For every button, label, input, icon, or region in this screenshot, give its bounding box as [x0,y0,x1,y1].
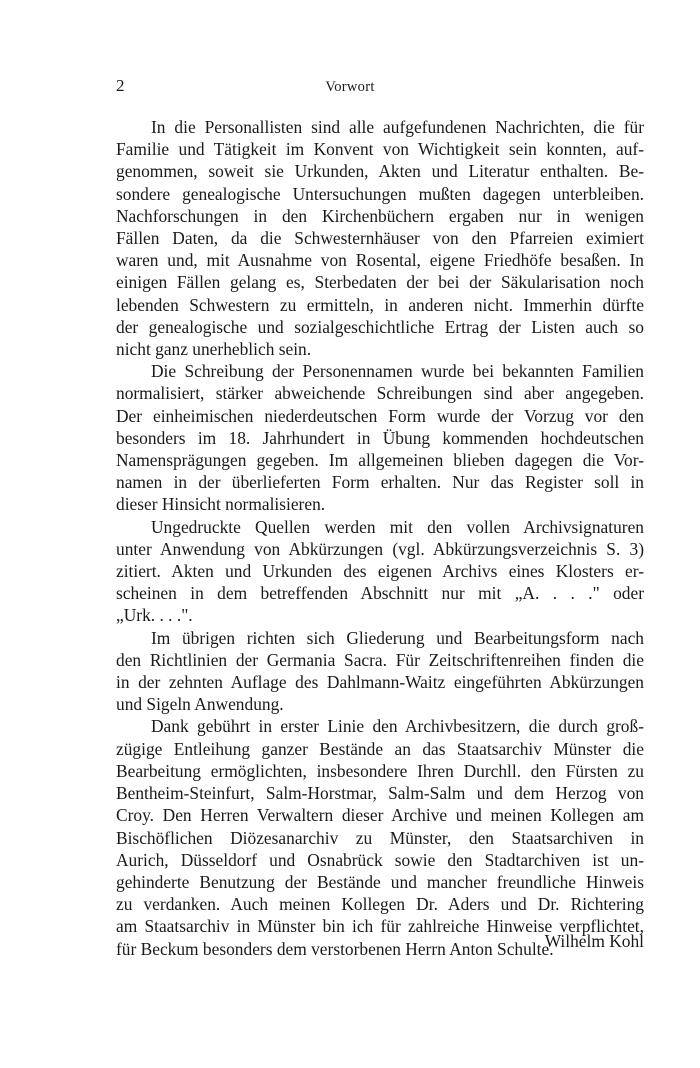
text-line: der genealogische und sozialgeschichtliche Ertrag der Listen auch so [116,316,644,337]
text-line: für Beckum besonders dem verstorbenen Herrn Anton Schulte. [116,938,554,959]
preface-body [116,116,644,960]
paragraph [116,516,644,627]
text-line: Croy. Den Herren Verwaltern dieser Archive und meinen Kollegen am [116,805,644,826]
text-line: Familie und Tätigkeit im Konvent von Wichtigkeit sein konnten, auf- [116,139,644,160]
text-line: sondere genealogische Untersuchungen mußten dagegen unterbleiben. [116,183,644,204]
text-line: unter Anwendung von Abkürzungen (vgl. Abkürzungsverzeichnis S. 3) [116,538,644,559]
page-number: 2 [116,76,125,95]
text-line: zu verdanken. Auch meinen Kollegen Dr. Aders und Dr. Richtering [116,894,644,915]
text-line: namen in der überlieferten Form erhalten. Nur das Register soll in [116,472,644,493]
text-line: „Urk. . . .". [116,605,193,626]
text-line: und Sigeln Anwendung. [116,694,284,715]
text-line: genommen, soweit sie Urkunden, Akten und Literatur enthalten. Be- [116,161,644,182]
text-line: Im übrigen richten sich Gliederung und Bearbeitungsform nach [151,627,644,648]
text-line: Nachforschungen in den Kirchenbüchern ergaben nur in wenigen [116,205,644,226]
text-line: am Staatsarchiv in Münster bin ich für zahlreiche Hinweise verpflichtet, [116,916,644,937]
text-line: zitiert. Akten und Urkunden des eigenen Archivs eines Klosters er- [116,561,644,582]
text-line: normalisiert, stärker abweichende Schreibungen sind aber angegeben. [116,383,644,404]
text-line: In die Personallisten sind alle aufgefundenen Nachrichten, die für [151,117,644,137]
running-head: Vorwort [325,79,375,95]
text-line: Fällen Daten, da die Schwesternhäuser von den Pfarreien eximiert [116,228,644,249]
text-line: Namensprägungen gegeben. Im allgemeinen blieben dagegen die Vor- [116,450,644,471]
text-line: waren und, mit Ausnahme von Rosental, eigene Friedhöfe besaßen. In [116,250,644,271]
text-line: Aurich, Düsseldorf und Osnabrück sowie den Stadtarchiven ist un- [116,849,644,870]
text-line: Ungedruckte Quellen werden mit den vollen Archivsignaturen [151,516,644,537]
text-line: gehinderte Benutzung der Bestände und mancher freundliche Hinweis [116,871,644,892]
text-line: einigen Fällen gelang es, Sterbedaten der bei der Säkularisation noch [116,272,644,293]
text-line: lebenden Schwestern zu ermitteln, in anderen nicht. Immerhin dürfte [116,294,644,315]
text-line: Bearbeitung ermöglichten, insbesondere Ihren Durchll. den Fürsten zu [116,760,644,781]
paragraph [116,715,644,959]
text-line: Dank gebührt in erster Linie den Archivbesitzern, die durch groß- [151,716,644,737]
author-signature: Wilhelm Kohl [544,931,644,951]
text-line: besonders im 18. Jahrhundert in Übung kommenden hochdeutschen [116,427,644,448]
text-line: den Richtlinien der Germania Sacra. Für Zeitschriftenreihen finden die [116,649,644,670]
paragraph [116,360,644,515]
text-line: dieser Hinsicht normalisieren. [116,494,326,515]
text-line: Der einheimischen niederdeutschen Form wurde der Vorzug vor den [116,405,644,426]
text-line: nicht ganz unerheblich sein. [116,339,312,360]
text-line: Bentheim-Steinfurt, Salm-Horstmar, Salm-Salm und dem Herzog von [116,783,644,804]
text-line: in der zehnten Auflage des Dahlmann-Waitz eingeführten Abkürzungen [116,672,644,693]
text-line: scheinen in dem betreffenden Abschnitt nur mit „A. . . ." oder [116,583,644,604]
paragraph [116,627,644,716]
paragraph [116,116,644,360]
text-line: Bischöflichen Diözesanarchiv zu Münster, den Staatsarchiven in [116,827,644,848]
text-line: Die Schreibung der Personennamen wurde bei bekannten Familien [151,361,644,382]
text-line: zügige Entleihung ganzer Bestände an das Staatsarchiv Münster die [116,738,644,759]
